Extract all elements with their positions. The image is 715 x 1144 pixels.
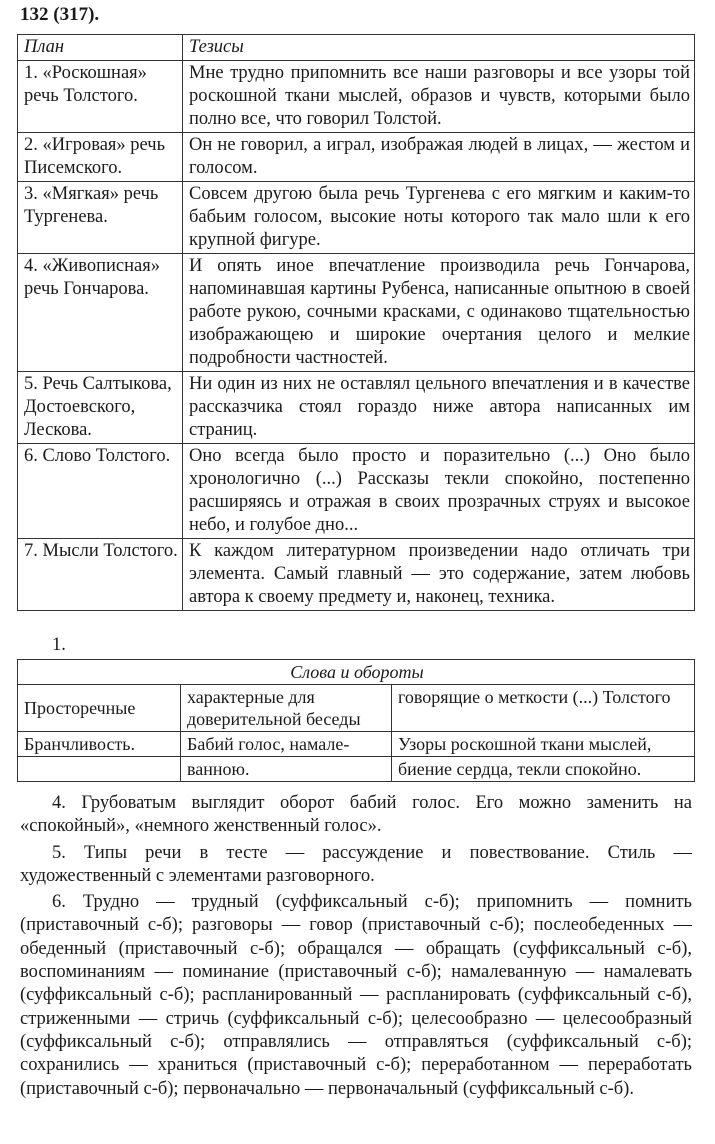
confidential-header: характерные для доверительной беседы bbox=[181, 685, 392, 732]
table-row bbox=[18, 757, 695, 782]
plan-cell: 4. «Живописная» речь Гончарова. bbox=[18, 254, 183, 372]
words-cell: биение сердца, текли спокойно. bbox=[392, 757, 695, 782]
note-paragraph: 6. Трудно — трудный (суффиксальный с-б); припомнить — помнить (приставочный с-б); разговоры — говор (приставочный с-б); послеобеденных — обеденный (приставочный с-б); обращался — обращать (суффиксальный с-б), воспоминаниям — поминание (приставочный с-б); намалеванную — намалевать (суффиксальный с-б); распланированный — распланировать (суффиксальный с-б), стриженными — стричь (суффиксальный с-б); целесообразно — целесообразный (суффиксальный с-б); отправлялись — отправляться (суффиксальный с-б); сохранились — храниться (приставочный с-б); переработанном — переработать (приставочный с-б); первоначально — первоначальный (суффиксальный с-б). bbox=[20, 892, 692, 1099]
table-header-row bbox=[18, 685, 695, 732]
section-number: 1. bbox=[52, 635, 66, 655]
plan-cell: 7. Мысли Толстого. bbox=[18, 539, 183, 611]
table-title-row bbox=[18, 660, 695, 685]
table-row bbox=[18, 372, 695, 444]
words-cell: Бабий голос, намале- bbox=[181, 732, 392, 757]
plan-cell: 5. Речь Салтыкова, Достоевского, Лескова. bbox=[18, 372, 183, 444]
plan-cell: 3. «Мягкая» речь Тургенева. bbox=[18, 182, 183, 254]
note-paragraph: 5. Типы речи в тесте — рассуждение и повествование. Стиль — художественный с элементами разговорного. bbox=[20, 842, 692, 886]
note-paragraph: 4. Грубоватым выглядит оборот бабий голос. Его можно заменить на «спокойный», «немного женственный голос». bbox=[20, 793, 692, 837]
precision-header: говорящие о меткости (...) Толстого bbox=[392, 685, 695, 732]
thesis-cell: Мне трудно припомнить все наши разговоры и все узоры той роскошной ткани мыслей, образов и чувств, которыми было полно все, что говорил Толстой. bbox=[183, 61, 695, 133]
table-row bbox=[18, 133, 695, 182]
table-row bbox=[18, 182, 695, 254]
plan-header: План bbox=[18, 35, 183, 61]
plan-cell: 2. «Игровая» речь Писемского. bbox=[18, 133, 183, 182]
words-table-title: Слова и обороты bbox=[18, 660, 695, 685]
thesis-cell: Оно всегда было просто и поразительно (...) Оно было хронологично (...) Рассказы текли спокойно, постепенно расширяясь и отражая в своих прозрачных струях и высокое небо, и голубое дно... bbox=[183, 444, 695, 539]
words-phrases-table bbox=[17, 659, 695, 782]
words-cell: Бранчливость. bbox=[18, 732, 181, 757]
table-row bbox=[18, 444, 695, 539]
answer-notes bbox=[20, 792, 692, 1104]
thesis-cell: К каждом литературном произведении надо отличать три элемента. Самый главный — это содержание, затем любовь автора к своему предмету и, наконец, техника. bbox=[183, 539, 695, 611]
thesis-cell: Ни один из них не оставлял цельного впечатления и в качестве рассказчика стоял гораздо ниже автора написанных им страниц. bbox=[183, 372, 695, 444]
thesis-cell: Совсем другою была речь Тургенева с его мягким и каким-то бабьим голосом, высокие ноты которого так мало шли к его крупной фигуре. bbox=[183, 182, 695, 254]
words-cell: Узоры роскошной ткани мыслей, bbox=[392, 732, 695, 757]
thesis-cell: Он не говорил, а играл, изображая людей в лицах, — жестом и голосом. bbox=[183, 133, 695, 182]
table-row bbox=[18, 539, 695, 611]
words-cell bbox=[18, 757, 181, 782]
table-row bbox=[18, 61, 695, 133]
thesis-cell: И опять иное впечатление производила речь Гончарова, напоминавшая картины Рубенса, написанные опытною в своей работе рукою, сочными красками, с одинаково тщательностью изображающею и широкие очертания целого и мелкие подробности частностей. bbox=[183, 254, 695, 372]
colloquial-header: Просторечные bbox=[18, 685, 181, 732]
plan-theses-table bbox=[17, 34, 695, 611]
theses-header: Тезисы bbox=[183, 35, 695, 61]
table-row bbox=[18, 732, 695, 757]
plan-cell: 1. «Роскошная» речь Толстого. bbox=[18, 61, 183, 133]
plan-cell: 6. Слово Толстого. bbox=[18, 444, 183, 539]
words-cell: ванною. bbox=[181, 757, 392, 782]
table-row bbox=[18, 254, 695, 372]
table-header-row bbox=[18, 35, 695, 61]
exercise-number: 132 (317). bbox=[20, 4, 100, 25]
